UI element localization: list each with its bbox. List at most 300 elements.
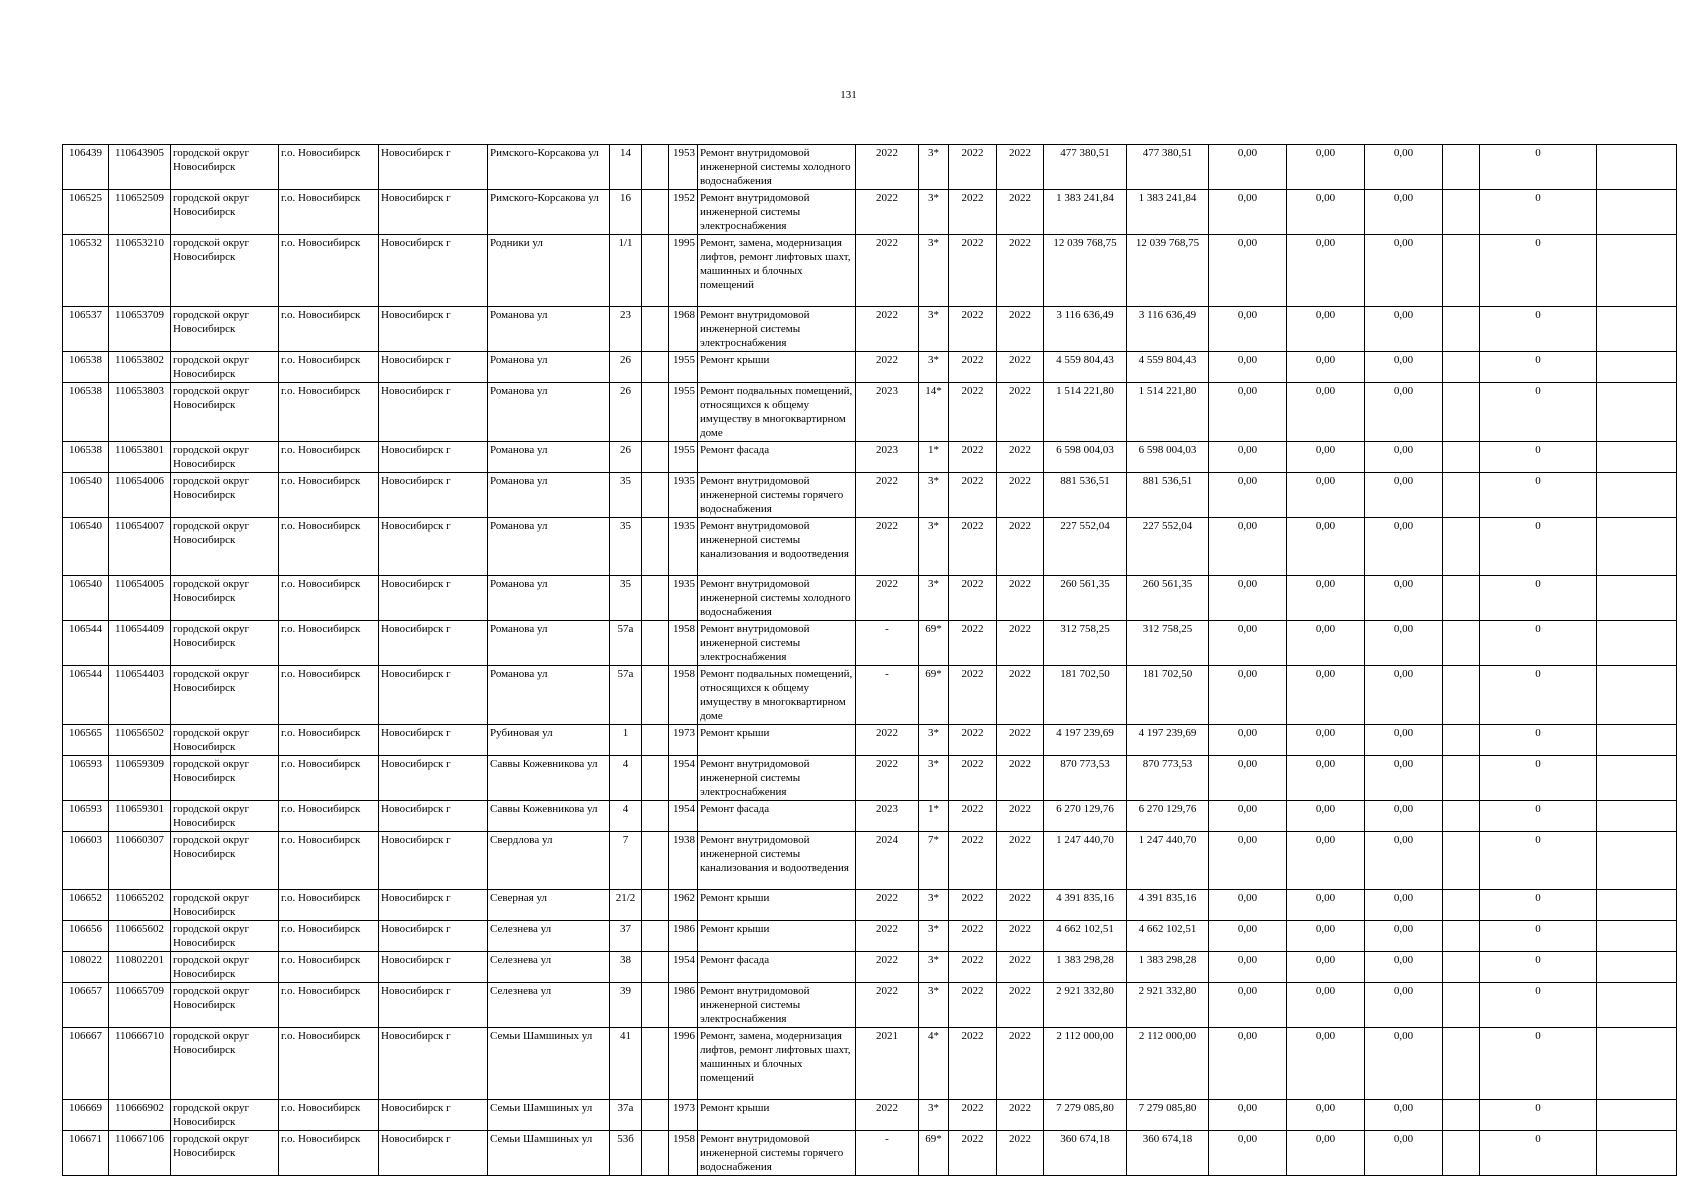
table-row: [63, 832, 1677, 890]
value-1: 0,00: [1209, 576, 1287, 621]
item-ref: 69*: [919, 621, 949, 666]
municipality: г.о. Новосибирск: [279, 983, 379, 1028]
street: Романова ул: [488, 666, 610, 725]
total-cost: 4 662 102,51: [1044, 921, 1127, 952]
value-1: 0,00: [1209, 442, 1287, 473]
fund-cost: 1 383 298,28: [1127, 952, 1209, 983]
row-code: 110653802: [109, 352, 171, 383]
fund-cost: 12 039 768,75: [1127, 235, 1209, 307]
plan-year: 2022: [856, 756, 919, 801]
value-2: 0,00: [1287, 890, 1365, 921]
value-3: 0,00: [1365, 576, 1443, 621]
value-1: 0,00: [1209, 235, 1287, 307]
table-row: [63, 307, 1677, 352]
start-year: 2022: [949, 383, 997, 442]
total-cost: 12 039 768,75: [1044, 235, 1127, 307]
city: Новосибирск г: [379, 1028, 488, 1100]
value-3: 0,00: [1365, 235, 1443, 307]
fund-cost: 6 270 129,76: [1127, 801, 1209, 832]
row-code: 110659309: [109, 756, 171, 801]
value-2: 0,00: [1287, 983, 1365, 1028]
value-1: 0,00: [1209, 621, 1287, 666]
value-3: 0,00: [1365, 890, 1443, 921]
row-id: 106537: [63, 307, 109, 352]
end-year: 2022: [997, 983, 1044, 1028]
table-row: [63, 1028, 1677, 1100]
district: городской округ Новосибирск: [171, 1028, 279, 1100]
build-year: 1995: [669, 235, 698, 307]
work-type: Ремонт фасада: [698, 952, 856, 983]
district: городской округ Новосибирск: [171, 518, 279, 576]
street: Римского-Корсакова ул: [488, 190, 610, 235]
end-year: 2022: [997, 756, 1044, 801]
table-row: [63, 576, 1677, 621]
fund-cost: 1 383 241,84: [1127, 190, 1209, 235]
house-number: 26: [610, 352, 642, 383]
value-5: 0: [1480, 352, 1597, 383]
city: Новосибирск г: [379, 442, 488, 473]
value-5: 0: [1480, 1131, 1597, 1176]
value-1: 0,00: [1209, 756, 1287, 801]
fund-cost: 4 391 835,16: [1127, 890, 1209, 921]
value-2: 0,00: [1287, 442, 1365, 473]
start-year: 2022: [949, 145, 997, 190]
value-5: 0: [1480, 1100, 1597, 1131]
start-year: 2022: [949, 1131, 997, 1176]
build-year: 1986: [669, 983, 698, 1028]
value-3: 0,00: [1365, 1131, 1443, 1176]
end-year: 2022: [997, 307, 1044, 352]
row-id: 106544: [63, 621, 109, 666]
item-ref: 7*: [919, 832, 949, 890]
value-3: 0,00: [1365, 518, 1443, 576]
street: Романова ул: [488, 473, 610, 518]
fund-cost: 2 112 000,00: [1127, 1028, 1209, 1100]
city: Новосибирск г: [379, 621, 488, 666]
row-code: 110666902: [109, 1100, 171, 1131]
district: городской округ Новосибирск: [171, 383, 279, 442]
value-6: [1597, 983, 1677, 1028]
row-code: 110653210: [109, 235, 171, 307]
district: городской округ Новосибирск: [171, 145, 279, 190]
house-number: 14: [610, 145, 642, 190]
municipality: г.о. Новосибирск: [279, 576, 379, 621]
house-letter: [642, 352, 669, 383]
district: городской округ Новосибирск: [171, 621, 279, 666]
value-5: 0: [1480, 725, 1597, 756]
value-2: 0,00: [1287, 307, 1365, 352]
start-year: 2022: [949, 921, 997, 952]
house-number: 26: [610, 383, 642, 442]
table-row: [63, 983, 1677, 1028]
work-type: Ремонт подвальных помещений, относящихся к общему имуществу в многоквартирном доме: [698, 383, 856, 442]
plan-year: -: [856, 666, 919, 725]
value-1: 0,00: [1209, 1028, 1287, 1100]
district: городской округ Новосибирск: [171, 473, 279, 518]
work-type: Ремонт внутридомовой инженерной системы холодного водоснабжения: [698, 576, 856, 621]
street: Селезнева ул: [488, 952, 610, 983]
value-3: 0,00: [1365, 621, 1443, 666]
municipality: г.о. Новосибирск: [279, 307, 379, 352]
build-year: 1973: [669, 725, 698, 756]
plan-year: 2022: [856, 190, 919, 235]
house-letter: [642, 518, 669, 576]
build-year: 1958: [669, 621, 698, 666]
fund-cost: 3 116 636,49: [1127, 307, 1209, 352]
plan-year: 2022: [856, 890, 919, 921]
item-ref: 3*: [919, 725, 949, 756]
value-1: 0,00: [1209, 666, 1287, 725]
district: городской округ Новосибирск: [171, 1100, 279, 1131]
district: городской округ Новосибирск: [171, 832, 279, 890]
city: Новосибирск г: [379, 921, 488, 952]
value-5: 0: [1480, 983, 1597, 1028]
street: Семьи Шамшиных ул: [488, 1131, 610, 1176]
municipality: г.о. Новосибирск: [279, 725, 379, 756]
street: Селезнева ул: [488, 921, 610, 952]
municipality: г.о. Новосибирск: [279, 952, 379, 983]
house-letter: [642, 756, 669, 801]
end-year: 2022: [997, 801, 1044, 832]
value-4: [1443, 383, 1480, 442]
value-3: 0,00: [1365, 307, 1443, 352]
street: Романова ул: [488, 307, 610, 352]
value-6: [1597, 576, 1677, 621]
city: Новосибирск г: [379, 1100, 488, 1131]
end-year: 2022: [997, 666, 1044, 725]
value-2: 0,00: [1287, 352, 1365, 383]
fund-cost: 360 674,18: [1127, 1131, 1209, 1176]
value-3: 0,00: [1365, 352, 1443, 383]
value-6: [1597, 190, 1677, 235]
table-row: [63, 518, 1677, 576]
work-type: Ремонт внутридомовой инженерной системы электроснабжения: [698, 190, 856, 235]
value-4: [1443, 1028, 1480, 1100]
row-id: 106540: [63, 473, 109, 518]
plan-year: -: [856, 1131, 919, 1176]
total-cost: 6 270 129,76: [1044, 801, 1127, 832]
value-3: 0,00: [1365, 383, 1443, 442]
municipality: г.о. Новосибирск: [279, 1028, 379, 1100]
value-6: [1597, 1100, 1677, 1131]
plan-year: 2022: [856, 307, 919, 352]
house-number: 7: [610, 832, 642, 890]
row-code: 110643905: [109, 145, 171, 190]
item-ref: 3*: [919, 983, 949, 1028]
end-year: 2022: [997, 832, 1044, 890]
row-id: 106525: [63, 190, 109, 235]
row-id: 106652: [63, 890, 109, 921]
value-4: [1443, 952, 1480, 983]
city: Новосибирск г: [379, 518, 488, 576]
plan-year: 2022: [856, 921, 919, 952]
build-year: 1986: [669, 921, 698, 952]
value-2: 0,00: [1287, 576, 1365, 621]
registry-table: [62, 144, 1677, 1176]
work-type: Ремонт внутридомовой инженерной системы канализования и водоотведения: [698, 832, 856, 890]
build-year: 1952: [669, 190, 698, 235]
end-year: 2022: [997, 518, 1044, 576]
start-year: 2022: [949, 952, 997, 983]
build-year: 1938: [669, 832, 698, 890]
end-year: 2022: [997, 921, 1044, 952]
plan-year: 2022: [856, 952, 919, 983]
value-5: 0: [1480, 235, 1597, 307]
row-id: 106593: [63, 801, 109, 832]
plan-year: 2022: [856, 1100, 919, 1131]
value-1: 0,00: [1209, 307, 1287, 352]
house-number: 35: [610, 473, 642, 518]
house-number: 57а: [610, 621, 642, 666]
row-id: 106657: [63, 983, 109, 1028]
value-4: [1443, 890, 1480, 921]
work-type: Ремонт внутридомовой инженерной системы горячего водоснабжения: [698, 1131, 856, 1176]
fund-cost: 260 561,35: [1127, 576, 1209, 621]
municipality: г.о. Новосибирск: [279, 518, 379, 576]
row-code: 110654409: [109, 621, 171, 666]
row-id: 106565: [63, 725, 109, 756]
value-6: [1597, 307, 1677, 352]
value-3: 0,00: [1365, 442, 1443, 473]
value-5: 0: [1480, 442, 1597, 473]
value-6: [1597, 621, 1677, 666]
city: Новосибирск г: [379, 383, 488, 442]
fund-cost: 6 598 004,03: [1127, 442, 1209, 473]
street: Саввы Кожевникова ул: [488, 801, 610, 832]
row-code: 110665202: [109, 890, 171, 921]
district: городской округ Новосибирск: [171, 921, 279, 952]
item-ref: 3*: [919, 352, 949, 383]
value-2: 0,00: [1287, 666, 1365, 725]
start-year: 2022: [949, 983, 997, 1028]
work-type: Ремонт подвальных помещений, относящихся к общему имуществу в многоквартирном доме: [698, 666, 856, 725]
value-2: 0,00: [1287, 235, 1365, 307]
row-code: 110653709: [109, 307, 171, 352]
fund-cost: 881 536,51: [1127, 473, 1209, 518]
total-cost: 312 758,25: [1044, 621, 1127, 666]
table-row: [63, 890, 1677, 921]
total-cost: 881 536,51: [1044, 473, 1127, 518]
city: Новосибирск г: [379, 725, 488, 756]
fund-cost: 312 758,25: [1127, 621, 1209, 666]
value-4: [1443, 801, 1480, 832]
end-year: 2022: [997, 952, 1044, 983]
municipality: г.о. Новосибирск: [279, 383, 379, 442]
fund-cost: 227 552,04: [1127, 518, 1209, 576]
end-year: 2022: [997, 890, 1044, 921]
item-ref: 1*: [919, 442, 949, 473]
total-cost: 181 702,50: [1044, 666, 1127, 725]
value-4: [1443, 983, 1480, 1028]
plan-year: 2024: [856, 832, 919, 890]
item-ref: 3*: [919, 756, 949, 801]
city: Новосибирск г: [379, 756, 488, 801]
value-6: [1597, 890, 1677, 921]
municipality: г.о. Новосибирск: [279, 1131, 379, 1176]
total-cost: 6 598 004,03: [1044, 442, 1127, 473]
fund-cost: 4 197 239,69: [1127, 725, 1209, 756]
start-year: 2022: [949, 666, 997, 725]
table-row: [63, 952, 1677, 983]
value-5: 0: [1480, 921, 1597, 952]
row-id: 106538: [63, 352, 109, 383]
build-year: 1962: [669, 890, 698, 921]
value-2: 0,00: [1287, 383, 1365, 442]
value-4: [1443, 145, 1480, 190]
value-2: 0,00: [1287, 1100, 1365, 1131]
end-year: 2022: [997, 190, 1044, 235]
value-4: [1443, 352, 1480, 383]
value-5: 0: [1480, 801, 1597, 832]
end-year: 2022: [997, 1131, 1044, 1176]
work-type: Ремонт внутридомовой инженерной системы канализования и водоотведения: [698, 518, 856, 576]
house-letter: [642, 666, 669, 725]
build-year: 1954: [669, 952, 698, 983]
row-code: 110659301: [109, 801, 171, 832]
total-cost: 7 279 085,80: [1044, 1100, 1127, 1131]
district: городской округ Новосибирск: [171, 983, 279, 1028]
value-3: 0,00: [1365, 756, 1443, 801]
plan-year: 2022: [856, 576, 919, 621]
item-ref: 3*: [919, 890, 949, 921]
district: городской округ Новосибирск: [171, 1131, 279, 1176]
row-id: 106603: [63, 832, 109, 890]
row-code: 110654403: [109, 666, 171, 725]
value-2: 0,00: [1287, 952, 1365, 983]
row-code: 110667106: [109, 1131, 171, 1176]
value-4: [1443, 190, 1480, 235]
build-year: 1955: [669, 383, 698, 442]
value-4: [1443, 235, 1480, 307]
row-id: 108022: [63, 952, 109, 983]
work-type: Ремонт крыши: [698, 921, 856, 952]
build-year: 1958: [669, 1131, 698, 1176]
district: городской округ Новосибирск: [171, 352, 279, 383]
item-ref: 3*: [919, 518, 949, 576]
municipality: г.о. Новосибирск: [279, 1100, 379, 1131]
value-3: 0,00: [1365, 473, 1443, 518]
value-1: 0,00: [1209, 145, 1287, 190]
total-cost: 477 380,51: [1044, 145, 1127, 190]
district: городской округ Новосибирск: [171, 442, 279, 473]
item-ref: 4*: [919, 1028, 949, 1100]
city: Новосибирск г: [379, 952, 488, 983]
value-1: 0,00: [1209, 190, 1287, 235]
table-row: [63, 921, 1677, 952]
municipality: г.о. Новосибирск: [279, 621, 379, 666]
value-4: [1443, 473, 1480, 518]
value-1: 0,00: [1209, 801, 1287, 832]
value-1: 0,00: [1209, 473, 1287, 518]
fund-cost: 477 380,51: [1127, 145, 1209, 190]
value-4: [1443, 621, 1480, 666]
house-number: 35: [610, 518, 642, 576]
value-2: 0,00: [1287, 1131, 1365, 1176]
item-ref: 1*: [919, 801, 949, 832]
house-letter: [642, 921, 669, 952]
plan-year: 2023: [856, 801, 919, 832]
build-year: 1955: [669, 352, 698, 383]
value-3: 0,00: [1365, 832, 1443, 890]
work-type: Ремонт, замена, модернизация лифтов, ремонт лифтовых шахт, машинных и блочных помещений: [698, 1028, 856, 1100]
value-2: 0,00: [1287, 832, 1365, 890]
house-letter: [642, 442, 669, 473]
row-id: 106532: [63, 235, 109, 307]
value-1: 0,00: [1209, 725, 1287, 756]
row-code: 110654006: [109, 473, 171, 518]
house-letter: [642, 801, 669, 832]
build-year: 1954: [669, 756, 698, 801]
item-ref: 3*: [919, 952, 949, 983]
item-ref: 3*: [919, 190, 949, 235]
start-year: 2022: [949, 756, 997, 801]
item-ref: 3*: [919, 145, 949, 190]
fund-cost: 2 921 332,80: [1127, 983, 1209, 1028]
district: городской округ Новосибирск: [171, 890, 279, 921]
value-4: [1443, 1100, 1480, 1131]
street: Саввы Кожевникова ул: [488, 756, 610, 801]
value-5: 0: [1480, 473, 1597, 518]
total-cost: 2 112 000,00: [1044, 1028, 1127, 1100]
house-letter: [642, 1131, 669, 1176]
table-row: [63, 473, 1677, 518]
city: Новосибирск г: [379, 832, 488, 890]
value-4: [1443, 518, 1480, 576]
end-year: 2022: [997, 1028, 1044, 1100]
municipality: г.о. Новосибирск: [279, 890, 379, 921]
plan-year: 2022: [856, 725, 919, 756]
district: городской округ Новосибирск: [171, 190, 279, 235]
item-ref: 3*: [919, 576, 949, 621]
value-6: [1597, 832, 1677, 890]
total-cost: 360 674,18: [1044, 1131, 1127, 1176]
fund-cost: 1 514 221,80: [1127, 383, 1209, 442]
row-id: 106540: [63, 518, 109, 576]
value-6: [1597, 1028, 1677, 1100]
item-ref: 14*: [919, 383, 949, 442]
table-body: [63, 145, 1677, 1176]
street: Семьи Шамшиных ул: [488, 1028, 610, 1100]
row-id: 106593: [63, 756, 109, 801]
work-type: Ремонт крыши: [698, 352, 856, 383]
plan-year: 2022: [856, 983, 919, 1028]
value-6: [1597, 473, 1677, 518]
total-cost: 1 383 298,28: [1044, 952, 1127, 983]
row-id: 106439: [63, 145, 109, 190]
table-row: [63, 801, 1677, 832]
street: Романова ул: [488, 621, 610, 666]
item-ref: 3*: [919, 473, 949, 518]
value-5: 0: [1480, 621, 1597, 666]
house-letter: [642, 190, 669, 235]
value-1: 0,00: [1209, 352, 1287, 383]
plan-year: 2022: [856, 352, 919, 383]
build-year: 1954: [669, 801, 698, 832]
value-5: 0: [1480, 383, 1597, 442]
work-type: Ремонт, замена, модернизация лифтов, ремонт лифтовых шахт, машинных и блочных помещений: [698, 235, 856, 307]
value-6: [1597, 801, 1677, 832]
house-letter: [642, 725, 669, 756]
start-year: 2022: [949, 307, 997, 352]
value-6: [1597, 442, 1677, 473]
street: Рубиновая ул: [488, 725, 610, 756]
value-6: [1597, 756, 1677, 801]
value-2: 0,00: [1287, 145, 1365, 190]
house-letter: [642, 473, 669, 518]
plan-year: 2022: [856, 235, 919, 307]
table-row: [63, 1100, 1677, 1131]
city: Новосибирск г: [379, 473, 488, 518]
